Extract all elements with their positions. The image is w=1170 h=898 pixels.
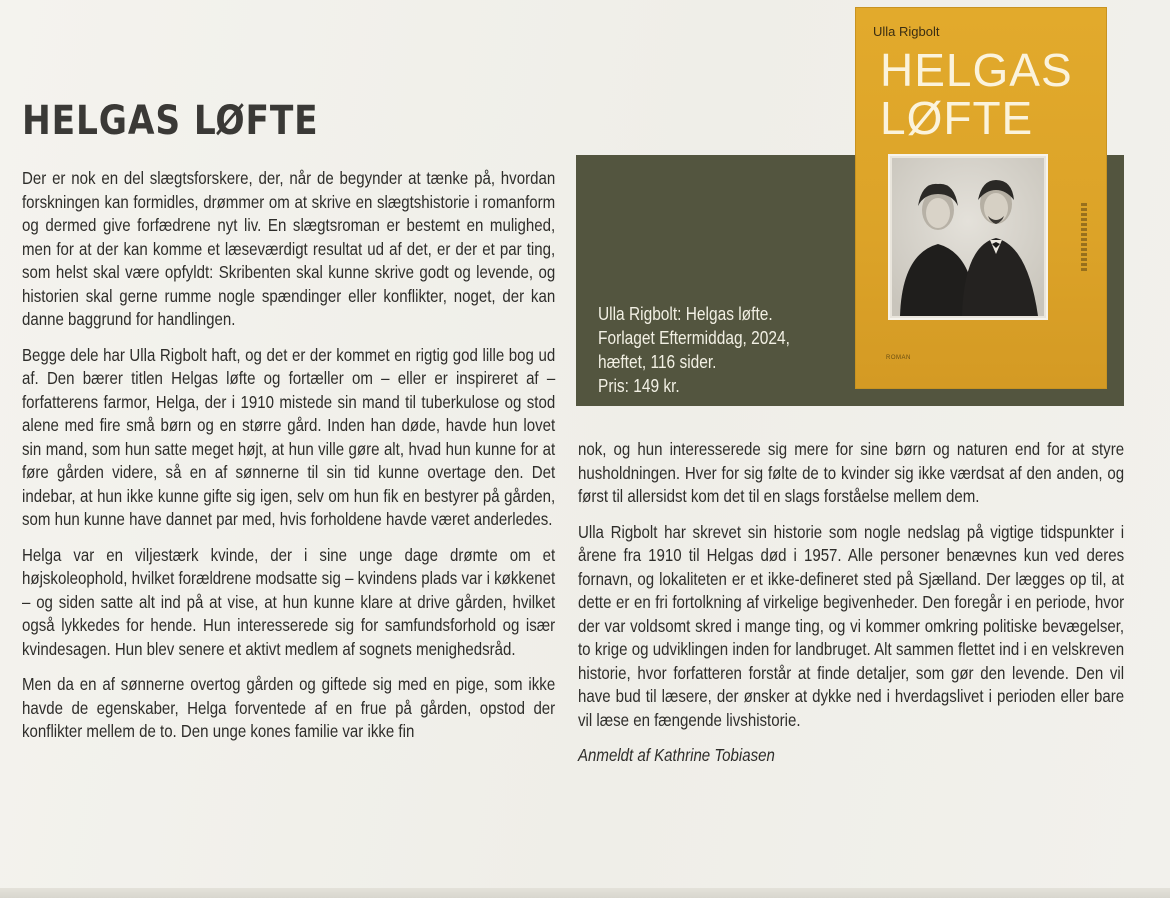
paragraph: nok, og hun interesserede sig mere for sine børn og naturen end for at styre husholdningen. Hver for sig følte de to kvinder sig ikke værdsat af den anden, og først til allersidst kom det til en slags forståelse mellem dem. bbox=[578, 439, 1125, 506]
portrait-photo-icon bbox=[892, 158, 1044, 316]
book-cover-title bbox=[880, 46, 1073, 142]
book-cover-title-line: LØFTE bbox=[880, 92, 1034, 144]
article-title: HELGAS LØFTE bbox=[22, 98, 319, 144]
book-info-line: hæftet, 116 sider. bbox=[598, 352, 717, 372]
reviewer-credit: Anmeldt af Kathrine Tobiasen bbox=[578, 745, 775, 765]
book-cover-photo bbox=[888, 154, 1048, 320]
article-right-column bbox=[578, 438, 1124, 780]
article-left-column bbox=[22, 167, 555, 756]
book-info-caption bbox=[598, 302, 790, 398]
book-info-line: Ulla Rigbolt: Helgas løfte. bbox=[598, 304, 773, 324]
book-cover-title-line: HELGAS bbox=[880, 44, 1073, 96]
book-cover-genre: ROMAN bbox=[886, 355, 911, 361]
paragraph: Ulla Rigbolt har skrevet sin historie som nogle nedslag på vigtige tidspunkter i årene fra 1910 til Helgas død i 1957. Alle personer benævnes kun ved deres fornavn, og lokaliteten er et ikke-defineret sted på Sjælland. Der lægges op til, at dette er en fri fortolkning af virkelige begivenheder. Den foregår i en periode, hvor der var voldsomt skred i mange ting, og vi kommer omkring politiske bevægelser, to krige og udviklingen inden for landbruget. Alt sammen flettet ind i en velskreven historie, hvor forfatteren forstår at finde detaljer, som gør den levende. Den vil have bud til læsere, der ønsker at dykke ned i hverdagslivet i perioden eller bare vil læse en fængende livshistorie. bbox=[578, 521, 1125, 730]
book-cover-side-text bbox=[1081, 203, 1087, 273]
paragraph: Helga var en viljestærk kvinde, der i sine unge dage drømte om et højskoleophold, hvilket forældrene modsatte sig – kvindens plads var i køkkenet – og siden satte alt ind på at vise, at hun kunne klare at drive gården, hvilket også lykkedes for hende. Hun interesserede sig for samfundsforhold og især kvindesagen. Hun blev senere et aktivt medlem af sognets menighedsråd. bbox=[22, 544, 556, 659]
paragraph: Begge dele har Ulla Rigbolt haft, og det er der kommet en rigtig god lille bog ud af. Den bærer titlen Helgas løfte og fortæller om – eller er inspireret af – forfatterens farmor, Helga, der i 1910 mistede sin mand til tuberkulose og stod alene med fire små børn og en større gård. Inden han døde, havde hun lovet sin mand, som hun satte meget højt, at hun ville gøre alt, hvad hun kunne for at føre gården videre, så en af sønnerne til sin tid kunne overtage den. Det indebar, at hun ikke kunne gifte sig igen, selv om hun fik en bestyrer på gården, som hun kunne have dannet par med, hvis forholdene havde været anderledes. bbox=[22, 344, 556, 529]
paragraph: Men da en af sønnerne overtog gården og giftede sig med en pige, som ikke havde de egenskaber, Helga forventede af en frue på gården, opstod der konflikter mellem de to. Den unge kones familie var ikke fin bbox=[22, 674, 556, 741]
book-info-line: Pris: 149 kr. bbox=[598, 376, 680, 396]
page-bottom-edge bbox=[0, 888, 1170, 898]
paragraph: Der er nok en del slægtsforskere, der, når de begynder at tænke på, hvordan forskningen kan formidles, drømmer om at skrive en slægtshistorie i romanform og dermed give forfædrene nyt liv. En slægtsroman er bestemt en mulighed, men for at der kan komme et læseværdigt resultat ud af det, er der et par ting, som helst skal være opfyldt: Skribenten skal kunne skrive godt og levende, og historien skal gerne rumme nogle spændinger eller konflikter, noget, der kan danne baggrund for handlingen. bbox=[22, 168, 556, 329]
book-cover-author: Ulla Rigbolt bbox=[873, 24, 940, 39]
book-info-line: Forlaget Eftermiddag, 2024, bbox=[598, 328, 790, 348]
book-cover bbox=[856, 8, 1106, 388]
